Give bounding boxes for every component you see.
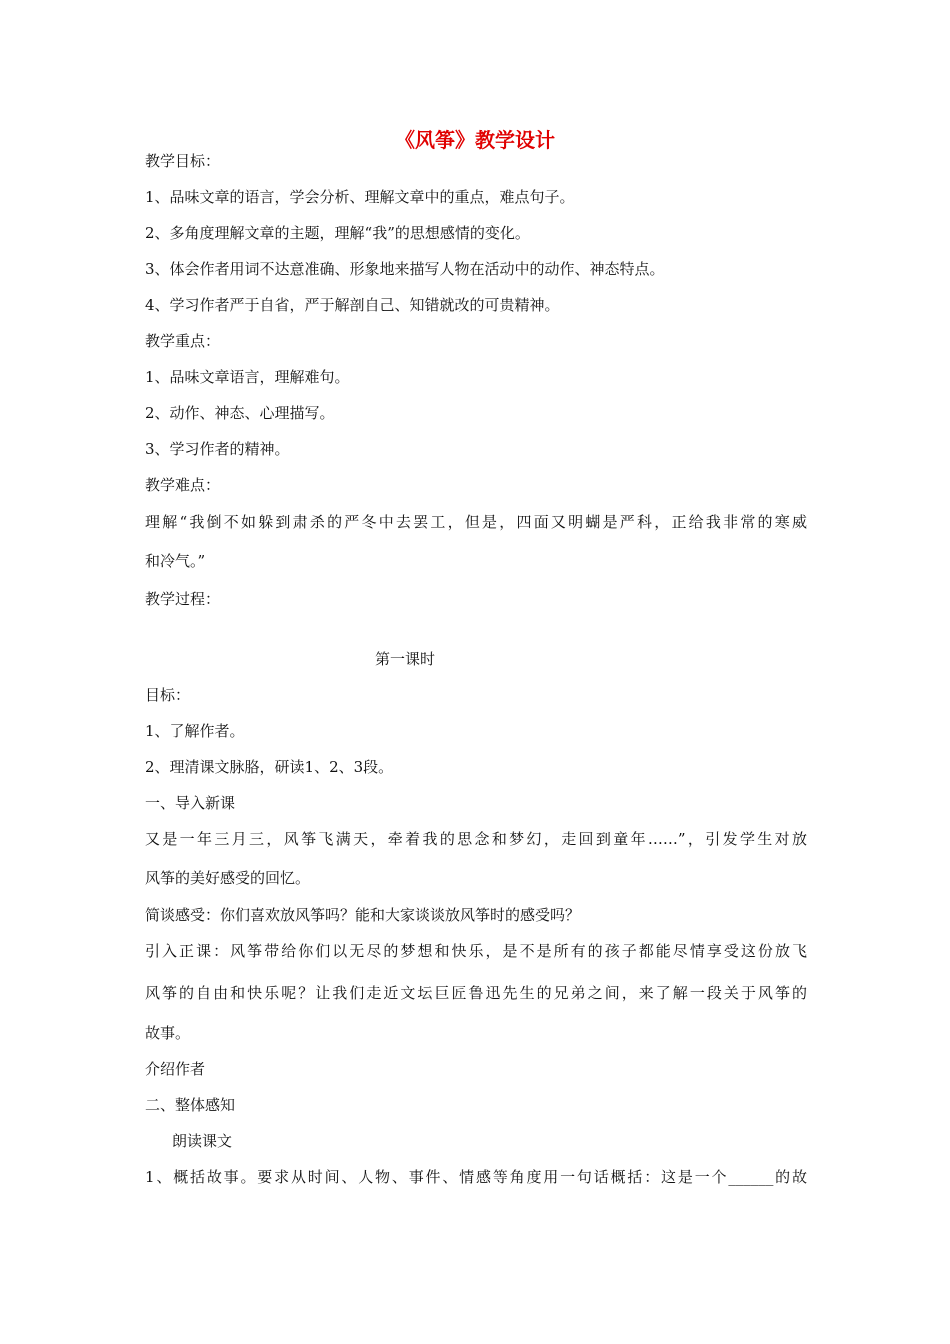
objectives-heading: 教学目标： xyxy=(145,152,221,170)
objective-item: 2、多角度理解文章的主题，理解“我”的思想感情的变化。 xyxy=(145,224,530,242)
goal-heading: 目标： xyxy=(145,686,191,704)
section2-heading: 二、整体感知 xyxy=(145,1096,236,1114)
difficulty-text: 和冷气。” xyxy=(145,552,206,570)
read-text: 朗读课文 xyxy=(172,1132,233,1150)
keypoints-heading: 教学重点： xyxy=(145,332,221,350)
lead-text: 引入正课：风筝带给你们以无尽的梦想和快乐，是不是所有的孩子都能尽情享受这份放飞 xyxy=(145,942,807,960)
goal-item: 2、理清课文脉胳，研读1、2、3段。 xyxy=(145,758,394,776)
section1-heading: 一、导入新课 xyxy=(145,794,236,812)
objective-item: 1、品味文章的语言，学会分析、理解文章中的重点，难点句子。 xyxy=(145,188,575,206)
lead-text: 风筝的自由和快乐呢？让我们走近文坛巨匠鲁迅先生的兄弟之间，来了解一段关于风筝的 xyxy=(145,984,807,1002)
talk-text: 简谈感受：你们喜欢放风筝吗？能和大家谈谈放风筝时的感受吗？ xyxy=(145,906,581,924)
intro-text: 风筝的美好感受的回忆。 xyxy=(145,869,311,887)
process-heading: 教学过程： xyxy=(145,590,221,608)
lesson-title: 第一课时 xyxy=(374,650,435,668)
author-intro: 介绍作者 xyxy=(145,1060,206,1078)
keypoint-item: 2、动作、神态、心理描写。 xyxy=(145,404,335,422)
objective-item: 3、体会作者用词不达意准确、形象地来描写人物在活动中的动作、神态特点。 xyxy=(145,260,665,278)
objective-item: 4、学习作者严于自省，严于解剖自己、知错就改的可贵精神。 xyxy=(145,296,560,314)
keypoint-item: 1、品味文章语言，理解难句。 xyxy=(145,368,350,386)
difficulty-heading: 教学难点： xyxy=(145,476,221,494)
lead-text: 故事。 xyxy=(145,1024,191,1042)
difficulty-text: 理解“我倒不如躲到肃杀的严冬中去罢工，但是，四面又明蝴是严科，正给我非常的寒威 xyxy=(145,513,807,531)
summary-text: 1、概括故事。要求从时间、人物、事件、情感等角度用一句话概括：这是一个______的故 xyxy=(145,1168,807,1186)
goal-item: 1、了解作者。 xyxy=(145,722,245,740)
intro-text: 又是一年三月三，风筝飞满天，牵着我的思念和梦幻，走回到童年……”，引发学生对放 xyxy=(145,830,807,848)
keypoint-item: 3、学习作者的精神。 xyxy=(145,440,290,458)
document-title: 《风筝》教学设计 xyxy=(395,128,555,152)
